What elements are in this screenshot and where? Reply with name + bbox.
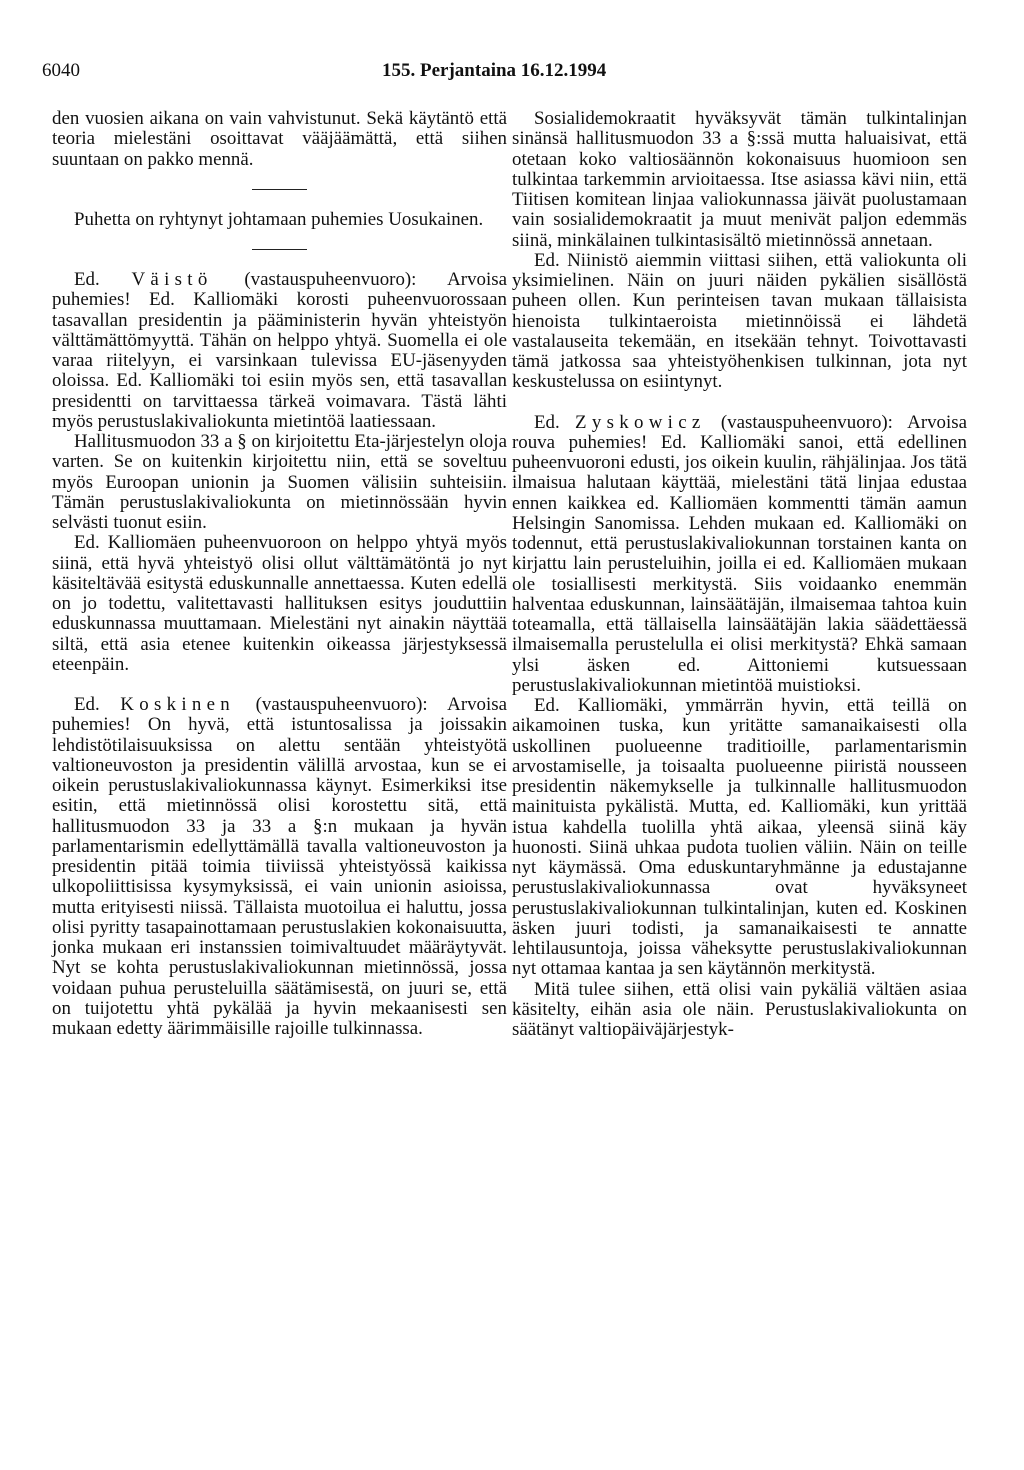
page-number: 6040 <box>42 60 80 81</box>
speaker-prefix: Ed. <box>534 411 560 433</box>
speech-paragraph <box>52 270 507 432</box>
session-title: 155. Perjantaina 16.12.1994 <box>382 60 607 81</box>
speech-text: (vastauspuheenvuoro): Arvoisa puhemies! On hyvä, että istuntosalissa ja joissakin lehdistötilaisuuksissa on alettu sentään yhteistyötä valtioneuvoston ja presidentin välillä arvostaa, kun se ei oikein perustuslakivaliokunnassa käynyt. Esimerkiksi itse esitin, että mietinnössä olisi korostettu sitä, että hallitusmuodon 33 ja 33 a §:n mukaan ja hyvän parlamentarismin edellyttämällä tavalla valtioneuvoston ja presidentin pitää toimia tiiviissä yhteistyössä kaikissa ulkopoliittisissa kysymyksissä, ei vain unionin asioissa, mutta erityisesti niissä. Tällaista muotoilua ei haluttu, jossa olisi pyritty tasapainottamaan perustuslakien kokonaisuutta, jonka mukaan eri instanssien toimivaltuudet määräytyvät. Nyt se kohta perustuslakivaliokunnan mietinnössä, jossa voidaan puhua perusteluilla säätämisestä, on juuri se, että on tuijotettu yhtä pykälää ja hyvin mekaanisesti sen mukaan edetty äärimmäisille rajoille tulkinnassa. <box>52 694 507 1039</box>
speech-paragraph <box>52 695 507 1039</box>
page-header <box>42 60 982 90</box>
spacer <box>512 393 967 413</box>
right-column <box>512 109 967 1040</box>
speech-paragraph <box>512 413 967 697</box>
speaker-name: Zyskowicz <box>575 411 706 433</box>
speaker-name: Väistö <box>131 269 213 290</box>
chair-note: Puhetta on ryhtynyt johtamaan puhemies Uosukainen. <box>74 208 484 230</box>
section-divider <box>252 189 307 190</box>
paragraph: Sosialidemokraatit hyväksyvät tämän tulkintalinjan sinänsä hallitusmuodon 33 a §:ssä mutta haluaisivat, että otetaan koko valtiosäännön kokonaisuus huomioon sen tulkintaa tarkemmin arvioitaessa. Itse asiassa kävi niin, että Tiitisen komitean linjaa valiokunnassa jäivät puolustamaan vain sosialidemokraatit ja muut menivät paljon edemmäs siinä, minkälainen tulkintasisältö mietinnössä annetaan. <box>512 108 967 251</box>
paragraph: Ed. Kalliomäen puheenvuoroon on helppo yhtyä myös siinä, että hyvä yhteistyö olisi ollut välttämätöntä jo nyt käsiteltävää esitystä eduskunnalle annettaessa. Kuten edellä on jo todettu, valitettavasti hallituksen esitys jouduttiin eduskunnassa muuttamaan. Mielestäni nyt ainakin näyttää siltä, että asia etenee kuitenkin oikeassa järjestyksessä eteenpäin. <box>52 532 507 675</box>
speaker-prefix: Ed. <box>74 694 100 715</box>
speaker-prefix: Ed. <box>74 269 100 290</box>
left-column <box>52 109 507 1039</box>
paragraph: Mitä tulee siihen, että olisi vain pykäliä vältäen asiaa käsitelty, eihän asia ole näin. Perustuslakivaliokunta on säätänyt valtiopäiväjärjestyk- <box>512 978 967 1040</box>
speaker-name: Koskinen <box>120 694 236 715</box>
speech-text: (vastauspuheenvuoro): Arvoisa puhemies! Ed. Kalliomäki korosti puheenvuorossaan tasavallan presidentin ja pääministerin hyvän yhteistyön välttämättömyyttä. Tähän on helppo yhtyä. Suomella ei ole varaa riitelyyn, ei varsinkaan tulevissa EU-jäsenyyden oloissa. Ed. Kalliomäki toi esiin myös sen, että tasavallan presidentti on tarvittaessa tärkeä voimavara. Tästä lähti myös perustuslakivaliokunta mietintöä laatiessaan. <box>52 269 507 432</box>
paragraph: Ed. Kalliomäki, ymmärrän hyvin, että teillä on aikamoinen tuska, kun yritätte samanaikaisesti olla uskollinen puolueenne traditioille, parlamentarismin arvostamiselle, ja toisaalta puolueenne piiristä nousseen presidentin näkemykselle ja tulkinnalle hallitusmuodon mainituista pykälistä. Mutta, ed. Kalliomäki, kun yrittää istua kahdella tuolilla yhtä aikaa, yleensä siinä käy huonosti. Siinä uhkaa pudota tuolien väliin. Näin on teille nyt käymässä. Oma eduskuntaryhmänne ja edustajanne perustuslakivaliokunnassa ovat hyväksyneet perustuslakivaliokunnan tulkintalinjan, kuten ed. Koskinen äsken juuri todisti, ja samanaikaisesti te annatte lehtilausuntoja, joissa väheksytte perustuslakivaliokunnan nyt ottamaa kantaa ja sen käytännön merkitystä. <box>512 695 967 980</box>
paragraph: Hallitusmuodon 33 a § on kirjoitettu Eta-järjestelyn oloja varten. Se on kuitenkin kirjoitettu niin, että se soveltuu myös Euroopan unionin ja Suomen välisiin suhteisiin. Tämän perustuslakivaliokunta on mietinnössään hyvin selvästi tuonut esiin. <box>52 431 507 533</box>
paragraph: Ed. Niinistö aiemmin viittasi siihen, että valiokunta oli yksimielinen. Näin on juuri näiden pykälien sisällöstä puheen ollen. Kun perinteisen tavan mukaan tällaisista hienoista tulkintaeroista mietinnöissä ei lähdetä vastalauseita tekemään, en itsekään tehnyt. Toivottavasti tämä jatkossa saa yhteistyöhenkisen tulkinnan, jota nyt keskustelussa on esiintynyt. <box>512 249 967 393</box>
spacer <box>52 675 507 695</box>
section-divider <box>252 249 307 250</box>
paragraph: den vuosien aikana on vain vahvistunut. Sekä käytäntö että teoria mielestäni osoittavat vääjäämättä, että siihen suuntaan on pakko mennä. <box>52 108 507 170</box>
speech-text: (vastauspuheenvuoro): Arvoisa rouva puhemies! Ed. Kalliomäki sanoi, että edellinen puheenvuoroni edusti, jos oikein kuulin, rähjälinjaa. Jos tätä ilmaisua halutaan käyttää, mielestäni tätä linjaa edustaa ennen kaikkea ed. Kalliomäen kommentti tämän aamun Helsingin Sanomissa. Lehden mukaan ed. Kalliomäki on todennut, että perustuslakivaliokunnan torstainen kanta on kirjattu lain perusteluihin, joilla ei ed. Kalliomäen mukaan ole tosiallisesti merkitystä. Siis voidaanko enemmän halventaa eduskunnan, lainsäätäjän, ilmaisemaa tahtoa kuin toteamalla, että tällaisella lainsäätäjän lakia säädettäessä ilmaisemalla perustelulla ei olisi merkitystä? Ehkä samaan ylsi äsken ed. Aittoniemi kutsuessaan perustuslakivaliokunnan mietintöä muistioksi. <box>512 411 967 696</box>
